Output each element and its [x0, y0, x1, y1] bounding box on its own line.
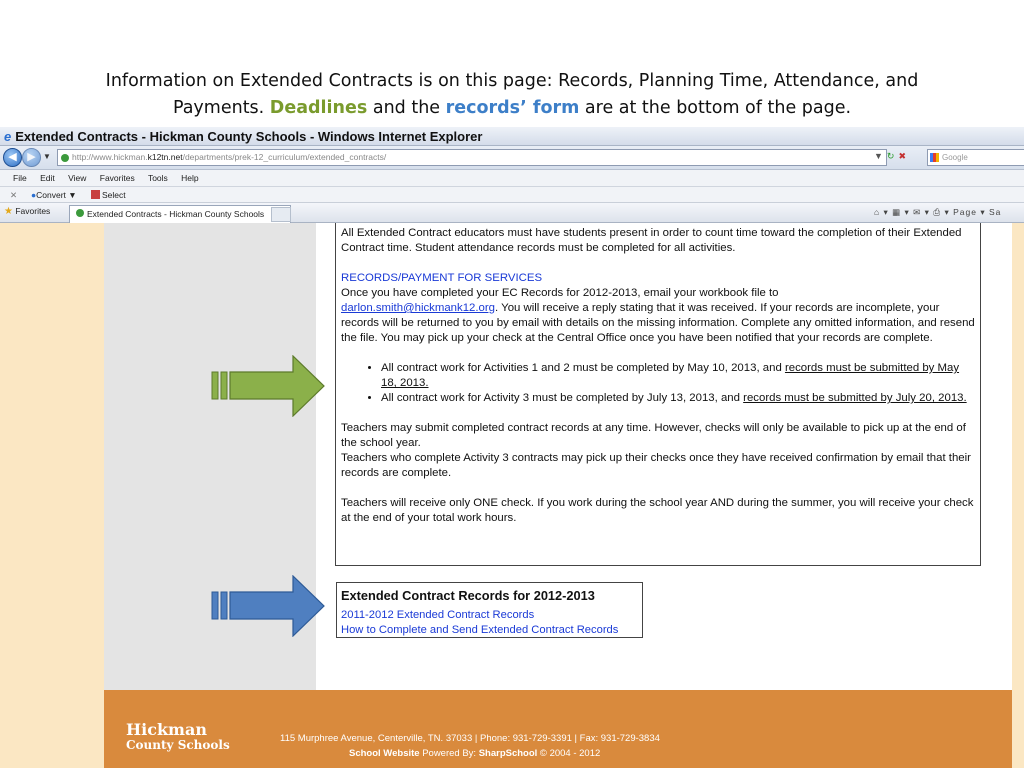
address-bar — [0, 146, 1024, 170]
caption-line-2: Payments. Deadlines and the records’ form are at the bottom of the page. — [172, 98, 852, 118]
email-link[interactable]: darlon.smith@hickmank12.org — [341, 302, 496, 314]
submission-paragraph: Teachers may submit completed contract records at any time. However, checks will only be available to pick up at the end of the school year. Teachers who complete Activity 3 contracts may pick up their checks once they have received confirmation by email that their records are complete. — [341, 422, 971, 479]
blue-arrow-stub-1 — [212, 592, 218, 619]
favorites-button[interactable]: ★ Favorites — [4, 206, 51, 217]
footer-address: 115 Murphree Avenue, Centerville, TN. 37033 | Phone: 931-729-3391 | Fax: 931-729-3834 — [280, 733, 660, 744]
green-arrow-icon — [211, 355, 326, 417]
menu-tools[interactable]: Tools — [147, 173, 168, 183]
deadline-list — [381, 361, 975, 406]
left-margin — [0, 223, 104, 768]
menu-file[interactable]: File — [13, 173, 27, 183]
green-arrow-stub-2 — [221, 372, 227, 399]
print-icon[interactable]: ⎙ — [933, 207, 942, 217]
star-icon: ★ — [4, 206, 13, 217]
page-menu[interactable]: Page — [953, 207, 977, 217]
right-toolbar: ⌂ ▾ ▦ ▾ ✉ ▾ ⎙ ▾ Page ▾ Sa — [874, 207, 1002, 217]
attendance-paragraph: All Extended Contract educators must have students present in order to count time toward the completion of their Extended Contract time. Student attendance records must be completed for all activities. — [341, 227, 962, 254]
nav-history-dropdown-icon[interactable]: ▼ — [43, 152, 51, 161]
web-page — [0, 223, 1024, 768]
sharpschool-link[interactable]: SharpSchool — [478, 748, 538, 759]
back-button[interactable]: ◀ — [3, 148, 22, 167]
footer-credit: School Website Powered By: SharpSchool © 2004 - 2012 — [349, 748, 601, 759]
search-input[interactable]: Google — [927, 149, 1024, 166]
menu-bar — [0, 170, 1024, 187]
close-toolbar-icon[interactable]: ✕ — [10, 190, 18, 200]
command-bar — [0, 187, 1024, 203]
select-button[interactable]: Select — [91, 187, 126, 203]
url-dropdown-icon[interactable]: ▼ — [874, 151, 887, 161]
window-titlebar — [0, 127, 1024, 146]
active-tab[interactable]: Extended Contracts - Hickman County Schools — [69, 205, 291, 223]
records-heading: RECORDS/PAYMENT FOR SERVICES — [341, 272, 543, 284]
blue-arrow-stub-2 — [221, 592, 227, 619]
favorites-bar — [0, 203, 1024, 223]
feeds-icon[interactable]: ▦ — [892, 207, 902, 217]
footer-logo-line-2: County Schools — [126, 738, 230, 752]
records-links-box — [336, 582, 643, 638]
stop-icon[interactable]: ✖ — [898, 151, 911, 161]
green-arrow-stub-1 — [212, 372, 218, 399]
refresh-icon[interactable]: ↻ — [886, 151, 899, 161]
site-footer — [104, 690, 1012, 768]
menu-edit[interactable]: Edit — [40, 173, 55, 183]
browser-screenshot — [0, 127, 1024, 768]
records-box-title: Extended Contract Records for 2012-2013 — [341, 588, 595, 603]
google-icon — [930, 153, 939, 162]
green-arrow-body — [230, 356, 324, 416]
right-margin — [1012, 223, 1024, 768]
extended-contract-info — [335, 223, 981, 566]
tab-page-icon — [76, 209, 84, 217]
mail-icon[interactable]: ✉ — [913, 207, 922, 217]
menu-favorites[interactable]: Favorites — [99, 173, 135, 183]
link-how-to-complete-records[interactable]: How to Complete and Send Extended Contract Records — [341, 624, 619, 636]
one-check-paragraph: Teachers will receive only ONE check. If you work during the school year AND during the summer, you will receive your check at the end of your total work hours. — [341, 497, 974, 524]
menu-view[interactable]: View — [68, 173, 87, 183]
forward-button[interactable]: ▶ — [22, 148, 41, 167]
convert-button[interactable]: ●Convert ▼ — [31, 190, 77, 200]
deadline-1-underlined: records must be submitted by May 18, 2013. — [381, 362, 960, 389]
records-paragraph: RECORDS/PAYMENT FOR SERVICES Once you have completed your EC Records for 2012-2013, email your workbook file to darlon.smith@hickmank12.org. You will receive a reply stating that it was received. If your records are incomplete, your records will be returned to you by email with details on the missing information. Complete any omitted information, and resend the file. You may pick up your check at the Central Office once you have been notified that your records are complete. — [341, 272, 975, 344]
blue-arrow-icon — [211, 575, 326, 637]
convert-icon: ● — [31, 190, 37, 200]
records-form-highlight: records’ form — [445, 98, 580, 118]
caption-line-1: Information on Extended Contracts is on this page: Records, Planning Time, Attendance, and — [105, 71, 919, 91]
address-actions — [874, 151, 910, 162]
school-website-link[interactable]: School Website — [349, 748, 420, 759]
deadline-item-1: • All contract work for Activities 1 and 2 must be completed by May 10, 2013, and records must be submitted by May 18, 2013. — [381, 361, 975, 391]
menu-help[interactable]: Help — [181, 173, 199, 183]
deadline-2-underlined: records must be submitted by July 20, 2013. — [743, 392, 967, 404]
slide-caption — [0, 68, 1024, 122]
page-icon — [61, 154, 69, 162]
blue-arrow-body — [230, 576, 324, 636]
footer-logo-line-1: Hickman — [126, 720, 207, 739]
ie-logo-icon: e — [4, 129, 12, 144]
convert-dropdown-icon: ▼ — [68, 190, 77, 200]
deadlines-highlight: Deadlines — [269, 98, 368, 118]
select-icon — [91, 190, 100, 199]
home-icon[interactable]: ⌂ — [874, 207, 881, 217]
url-field[interactable]: http://www.hickman.k12tn.net/departments/prek-12_curriculum/extended_contracts/ — [57, 149, 887, 166]
safety-menu[interactable]: Sa — [988, 207, 1002, 217]
deadline-item-2: • All contract work for Activity 3 must be completed by July 13, 2013, and records must be submitted by July 20, 2013. — [381, 391, 975, 406]
link-2011-2012-records[interactable]: 2011-2012 Extended Contract Records — [341, 609, 535, 621]
window-title: Extended Contracts - Hickman County Schools - Windows Internet Explorer — [15, 129, 483, 144]
new-tab-button[interactable] — [271, 207, 291, 222]
